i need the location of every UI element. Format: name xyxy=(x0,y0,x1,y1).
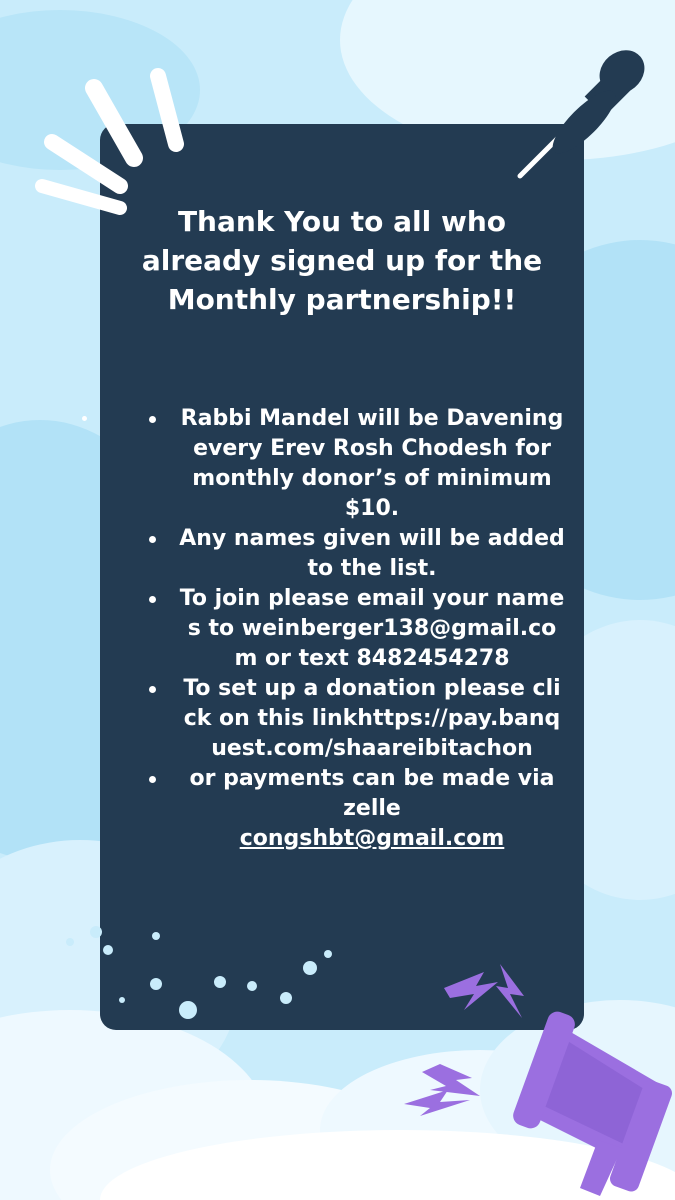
bullet-dot xyxy=(149,416,156,423)
list-item: Rabbi Mandel will be Davening every Erev Rosh Chodesh for monthly donor’s of minimum $10. xyxy=(145,404,565,524)
list-item: or payments can be made via zelle congshbt@gmail.com xyxy=(145,764,565,854)
bullet-dot xyxy=(149,596,156,603)
list-item: To set up a donation please click on this linkhttps://pay.banquest.com/shaareibitachon xyxy=(145,674,565,764)
bullet-dot xyxy=(149,536,156,543)
megaphone-icon xyxy=(500,1000,675,1200)
bullet-dot xyxy=(149,776,156,783)
info-list xyxy=(145,404,565,854)
zelle-email-link[interactable]: congshbt@gmail.com xyxy=(239,826,505,851)
list-item: Any names given will be added to the list. xyxy=(145,524,565,584)
decorative-dot xyxy=(82,416,87,421)
page-title: Thank You to all who already signed up for the Monthly partnership!! xyxy=(141,205,543,316)
lightning-bolt-icon xyxy=(400,1060,490,1120)
push-pin-icon xyxy=(510,44,660,184)
bubbles-decoration xyxy=(60,920,340,1030)
bullet-dot xyxy=(149,686,156,693)
list-item: To join please email your names to weinberger138@gmail.com or text 8482454278 xyxy=(145,584,565,674)
